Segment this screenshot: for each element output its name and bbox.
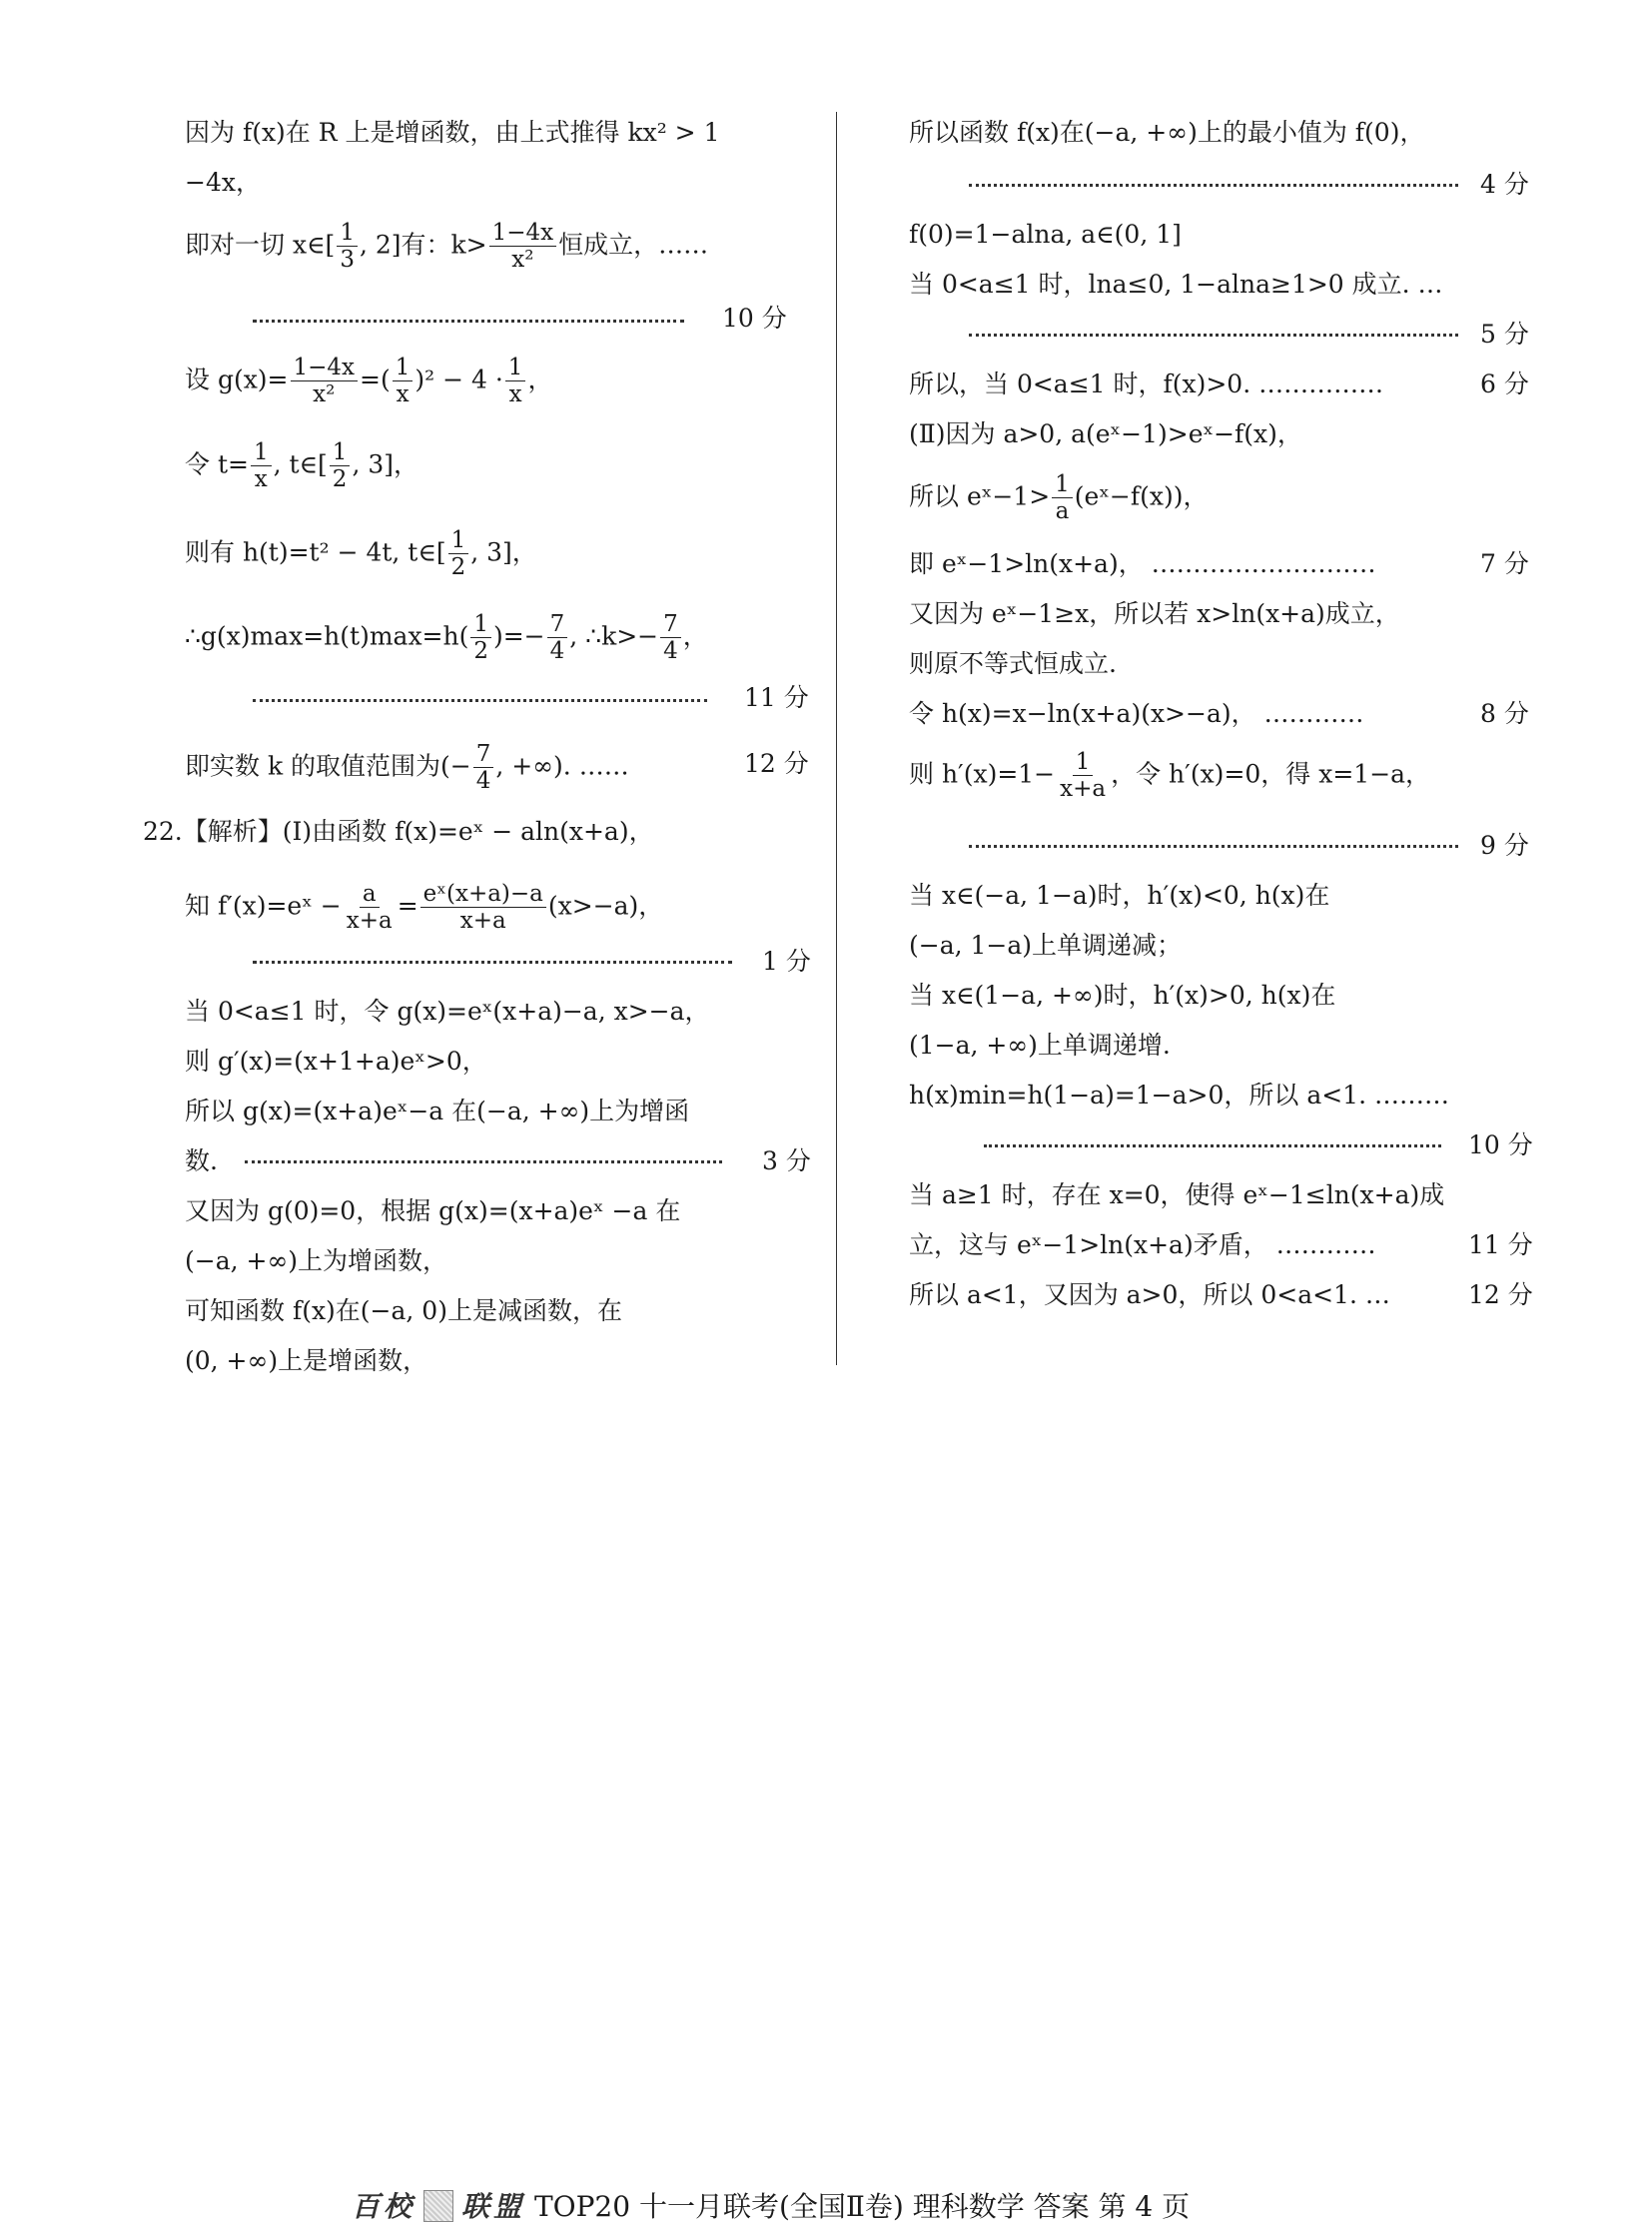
score-label: 9 分 [1480, 831, 1529, 860]
text-line: 立，这与 eˣ−1>ln(x+a)矛盾， ………… [909, 1230, 1376, 1259]
text-line: 所以 eˣ−1> $\frac{1}{a}$ (eˣ−f(x))， [909, 471, 1209, 525]
brand-logo: 百校 联盟 [352, 2190, 526, 2223]
text-line: 数. [185, 1146, 218, 1175]
text-line: (−a, 1−a)上单调递减； [909, 931, 1183, 960]
text-line: 当 0<a≤1 时，令 g(x)=eˣ(x+a)−a, x>−a， [185, 997, 710, 1026]
text-line: 则有 h(t)=t² − 4t, t∈[ $\frac{1}{2}$ , 3]， [185, 527, 537, 581]
dot-leader [253, 699, 707, 702]
score-label: 5 分 [1480, 320, 1529, 349]
dot-leader [969, 184, 1458, 187]
text-line: −4x， [185, 168, 261, 197]
text-line: 则 h′(x)=1− $\frac{1}{x+a}$ ，令 h′(x)=0，得 x=1−a， [909, 749, 1431, 803]
dot-leader [253, 320, 684, 323]
text-line: 所以 a<1，又因为 a>0，所以 0<a<1. … [909, 1280, 1390, 1309]
text-line: 知 f′(x)=eˣ − $\frac{a}{x+a}$ = $\frac{\text{eˣ(x+a)−a}}{x+a}$ (x>−a)， [185, 881, 664, 935]
dot-leader [969, 334, 1458, 337]
score-label: 4 分 [1480, 170, 1529, 199]
page-footer [352, 2185, 1190, 2225]
score-label: 11 分 [1468, 1230, 1533, 1259]
text-line: 所以，当 0<a≤1 时，f(x)>0. …………… [909, 370, 1384, 398]
text-line: ∴g(x)max=h(t)max=h( $\frac{1}{2}$ )=− $\frac{7}{4}$ , ∴k>− $\frac{7}{4}$ ， [185, 611, 708, 665]
dot-leader [969, 845, 1458, 848]
score-label: 11 分 [744, 683, 809, 712]
score-label: 8 分 [1480, 699, 1529, 728]
text-line: 所以函数 f(x)在(−a, +∞)上的最小值为 f(0)， [909, 118, 1425, 147]
logo-emblem-icon [423, 2190, 453, 2222]
text-line: 令 t= $\frac{1}{x}$ , t∈[ $\frac{1}{2}$ , 3]， [185, 439, 418, 493]
text-line: 又因为 g(0)=0，根据 g(x)=(x+a)eˣ −a 在 [185, 1196, 681, 1225]
text-line: 设 g(x)= $\frac{1-4x}{\text{x²}}$ =( $\frac{1}{x}$ )² − 4 · $\frac{1}{x}$ ， [185, 355, 553, 408]
text-line: 又因为 eˣ−1≥x，所以若 x>ln(x+a)成立， [909, 599, 1400, 628]
text-line: 即对一切 x∈[ $\frac{1}{3}$ , 2]有：k> $\frac{1-4x}{\text{x²}}$ 恒成立，…… [185, 220, 709, 274]
text-line: 令 h(x)=x−ln(x+a)(x>−a)， ………… [909, 699, 1364, 728]
text-line: 则 g′(x)=(x+1+a)eˣ>0， [185, 1047, 487, 1076]
text-line: (1−a, +∞)上单调递增. [909, 1031, 1171, 1060]
dot-leader [245, 1160, 722, 1163]
score-label: 3 分 [762, 1146, 811, 1175]
text-line: 当 x∈(1−a, +∞)时，h′(x)>0, h(x)在 [909, 981, 1336, 1010]
text-line: h(x)min=h(1−a)=1−a>0，所以 a<1. ……… [909, 1081, 1449, 1110]
text-line: (Ⅱ)因为 a>0, a(eˣ−1)>eˣ−f(x)， [909, 419, 1302, 448]
text-line: (−a, +∞)上为增函数， [185, 1246, 448, 1275]
footer-text: TOP20 十一月联考(全国Ⅱ卷) 理科数学 答案 第 4 页 [533, 2190, 1191, 2223]
dot-leader [984, 1144, 1441, 1147]
text-line: 当 0<a≤1 时，lna≤0, 1−alna≥1>0 成立. … [909, 270, 1443, 299]
text-line: 可知函数 f(x)在(−a, 0)上是减函数，在 [185, 1296, 622, 1325]
score-label: 1 分 [762, 947, 811, 976]
score-label: 12 分 [1468, 1280, 1533, 1309]
score-label: 10 分 [1468, 1130, 1533, 1159]
text-line: 即实数 k 的取值范围为(− $\frac{7}{4}$ , +∞). …… [185, 741, 629, 795]
text-line: 即 eˣ−1>ln(x+a)， ……………………… [909, 549, 1376, 578]
score-label: 12 分 [744, 749, 809, 778]
text-line: f(0)=1−alna, a∈(0, 1] [909, 220, 1182, 249]
text-line: 当 x∈(−a, 1−a)时，h′(x)<0, h(x)在 [909, 881, 1330, 910]
text-line: 则原不等式恒成立. [909, 649, 1117, 678]
text-line: 所以 g(x)=(x+a)eˣ−a 在(−a, +∞)上为增函 [185, 1097, 690, 1125]
text-line: (0, +∞)上是增函数， [185, 1346, 428, 1375]
score-label: 10 分 [722, 304, 787, 333]
score-label: 6 分 [1480, 370, 1529, 398]
score-label: 7 分 [1480, 549, 1529, 578]
column-divider [836, 112, 837, 1365]
text-line: 因为 f(x)在 R 上是增函数，由上式推得 kx² > 1 [185, 118, 720, 147]
dot-leader [253, 961, 732, 964]
problem-22-heading: 22.【解析】(Ⅰ)由函数 f(x)=eˣ − aln(x+a)， [143, 817, 654, 846]
text-line: 当 a≥1 时，存在 x=0，使得 eˣ−1≤ln(x+a)成 [909, 1180, 1445, 1209]
